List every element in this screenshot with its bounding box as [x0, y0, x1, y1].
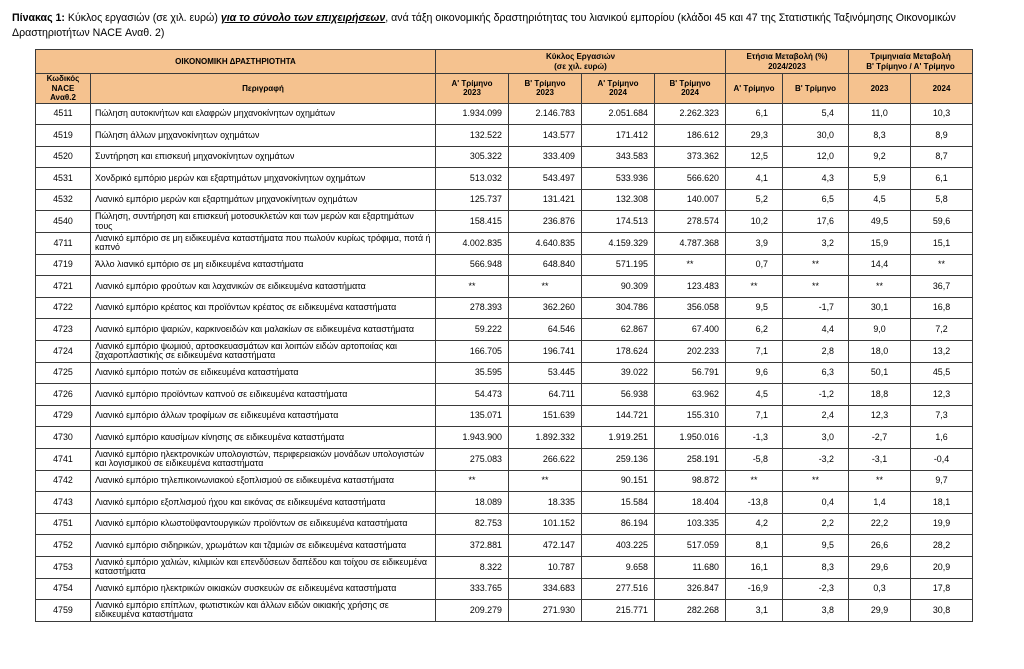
- q2-2024-cell: 98.872: [655, 470, 726, 492]
- quarterly-change-2024-cell: 8,7: [911, 146, 973, 168]
- table-row: [36, 470, 973, 492]
- annual-change-q1-cell: -5,8: [726, 449, 783, 471]
- quarterly-change-2024-cell: 7,2: [911, 319, 973, 341]
- turnover-header: Κύκλος Εργασιών (σε χιλ. ευρώ): [436, 50, 726, 74]
- table-row: [36, 535, 973, 557]
- activity-header: ΟΙΚΟΝΟΜΙΚΗ ΔΡΑΣΤΗΡΙΟΤΗΤΑ: [36, 50, 436, 74]
- table-row: [36, 362, 973, 384]
- annual-change-q1-cell: 7,1: [726, 405, 783, 427]
- quarterly-change-2024-cell: 28,2: [911, 535, 973, 557]
- q2-2024-cell: 278.574: [655, 211, 726, 233]
- annual-change-q2-cell: 30,0: [783, 125, 849, 147]
- quarterly-change-2024-cell: 8,9: [911, 125, 973, 147]
- q1-2023-cell: **: [436, 276, 509, 298]
- table-row: [36, 427, 973, 449]
- nace-code-cell: 4719: [36, 254, 91, 276]
- annual-change-q1-cell: 9,6: [726, 362, 783, 384]
- q2-2024-cell: 373.362: [655, 146, 726, 168]
- quarterly-change-2023-cell: 1,4: [849, 492, 911, 514]
- nace-code-cell: 4520: [36, 146, 91, 168]
- q2-2023-cell: **: [509, 276, 582, 298]
- turnover-table: [35, 49, 973, 622]
- table-row: [36, 211, 973, 233]
- table-caption: [12, 11, 1012, 41]
- description-cell: Λιανικό εμπόριο προϊόντων καπνού σε ειδικευμένα καταστήματα: [91, 384, 436, 406]
- quarterly-change-2023-cell: 12,3: [849, 405, 911, 427]
- annual-change-q1-cell: 8,1: [726, 535, 783, 557]
- description-cell: Λιανικό εμπόριο ψωμιού, αρτοσκευασμάτων και λοιπών ειδών αρτοποιίας και ζαχαροπλαστικής σε ειδικευμένα καταστήματα: [91, 341, 436, 363]
- quarterly-change-2024-cell: 5,8: [911, 189, 973, 211]
- description-cell: Χονδρικό εμπόριο μερών και εξαρτημάτων μηχανοκίνητων οχημάτων: [91, 168, 436, 190]
- annual-q1-column-header: Α' Τρίμηνο: [726, 74, 783, 104]
- nace-code-cell: 4726: [36, 384, 91, 406]
- quarterly-change-2023-cell: -3,1: [849, 449, 911, 471]
- annual-change-q2-cell: 8,3: [783, 556, 849, 578]
- q1-2023-cell: 54.473: [436, 384, 509, 406]
- annual-change-q1-cell: 10,2: [726, 211, 783, 233]
- q1-2024-column-header: Α' Τρίμηνο 2024: [582, 74, 655, 104]
- q1-2024-cell: 304.786: [582, 297, 655, 319]
- q1-2024-cell: 86.194: [582, 513, 655, 535]
- annual-change-q1-cell: 9,5: [726, 297, 783, 319]
- annual-change-q2-cell: 4,3: [783, 168, 849, 190]
- q1-2024-cell: 15.584: [582, 492, 655, 514]
- annual-change-header: Ετήσια Μεταβολή (%) 2024/2023: [726, 50, 849, 74]
- annual-change-q2-cell: 3,2: [783, 233, 849, 255]
- table-row: [36, 146, 973, 168]
- q1-2024-cell: 1.919.251: [582, 427, 655, 449]
- quarterly-change-2023-cell: 22,2: [849, 513, 911, 535]
- q2-2024-cell: 67.400: [655, 319, 726, 341]
- annual-change-q1-cell: 4,5: [726, 384, 783, 406]
- q1-2024-cell: 62.867: [582, 319, 655, 341]
- quarterly-change-2024-cell: 18,1: [911, 492, 973, 514]
- q1-2023-cell: 135.071: [436, 405, 509, 427]
- description-cell: Λιανικό εμπόριο μερών και εξαρτημάτων μηχανοκίνητων οχημάτων: [91, 189, 436, 211]
- nace-code-cell: 4511: [36, 103, 91, 125]
- q1-2024-cell: 259.136: [582, 449, 655, 471]
- quarterly-change-2023-cell: 0,3: [849, 578, 911, 600]
- annual-change-q2-cell: 2,4: [783, 405, 849, 427]
- q1-2023-cell: 8.322: [436, 556, 509, 578]
- annual-change-q2-cell: 12,0: [783, 146, 849, 168]
- nace-code-cell: 4759: [36, 600, 91, 622]
- q2-2023-cell: 2.146.783: [509, 103, 582, 125]
- quarterly-change-2023-cell: 29,6: [849, 556, 911, 578]
- description-cell: Λιανικό εμπόριο χαλιών, κιλιμιών και επενδύσεων δαπέδου και τοίχου σε ειδικευμένα καταστήματα: [91, 556, 436, 578]
- q2-2024-cell: 11.680: [655, 556, 726, 578]
- table-row: [36, 189, 973, 211]
- quarterly-change-2024-cell: 9,7: [911, 470, 973, 492]
- table-row: [36, 319, 973, 341]
- nace-code-cell: 4752: [36, 535, 91, 557]
- table-row: [36, 384, 973, 406]
- description-cell: Λιανικό εμπόριο κλωστοϋφαντουργικών προϊόντων σε ειδικευμένα καταστήματα: [91, 513, 436, 535]
- q2-2023-cell: 236.876: [509, 211, 582, 233]
- nace-code-cell: 4743: [36, 492, 91, 514]
- q2-2023-cell: 362.260: [509, 297, 582, 319]
- q1-2023-cell: 275.083: [436, 449, 509, 471]
- q1-2024-cell: 132.308: [582, 189, 655, 211]
- q1-2024-cell: 56.938: [582, 384, 655, 406]
- q1-2023-cell: 1.934.099: [436, 103, 509, 125]
- q2-2024-cell: 56.791: [655, 362, 726, 384]
- q2-2023-cell: 64.711: [509, 384, 582, 406]
- q1-2023-cell: 305.322: [436, 146, 509, 168]
- q1-2024-cell: 343.583: [582, 146, 655, 168]
- nace-code-cell: 4531: [36, 168, 91, 190]
- table-row: [36, 276, 973, 298]
- nace-code-cell: 4724: [36, 341, 91, 363]
- quarterly-change-2023-cell: 11,0: [849, 103, 911, 125]
- q1-2024-cell: 533.936: [582, 168, 655, 190]
- q1-2023-cell: 278.393: [436, 297, 509, 319]
- q1-2023-cell: 566.948: [436, 254, 509, 276]
- table-row: [36, 405, 973, 427]
- annual-q2-column-header: Β' Τρίμηνο: [783, 74, 849, 104]
- q2-2023-column-header: Β' Τρίμηνο 2023: [509, 74, 582, 104]
- description-cell: Λιανικό εμπόριο εξοπλισμού ήχου και εικόνας σε ειδικευμένα καταστήματα: [91, 492, 436, 514]
- quarterly-change-2024-cell: 13,2: [911, 341, 973, 363]
- table-row: [36, 254, 973, 276]
- table-row: [36, 341, 973, 363]
- description-cell: Συντήρηση και επισκευή μηχανοκίνητων οχημάτων: [91, 146, 436, 168]
- quarterly-change-2023-cell: 9,0: [849, 319, 911, 341]
- nace-code-cell: 4753: [36, 556, 91, 578]
- quarterly-change-2023-cell: 15,9: [849, 233, 911, 255]
- annual-change-q1-cell: 12,5: [726, 146, 783, 168]
- annual-change-q2-cell: 17,6: [783, 211, 849, 233]
- caption-label: Πίνακας 1:: [12, 12, 65, 24]
- description-cell: Λιανικό εμπόριο ηλεκτρικών οικιακών συσκευών σε ειδικευμένα καταστήματα: [91, 578, 436, 600]
- description-cell: Λιανικό εμπόριο ηλεκτρονικών υπολογιστών, περιφερειακών μονάδων υπολογιστών και λογισμικού σε ειδικευμένα καταστήματα: [91, 449, 436, 471]
- nace-code-cell: 4722: [36, 297, 91, 319]
- annual-change-q2-cell: -1,2: [783, 384, 849, 406]
- annual-change-q1-cell: -13,8: [726, 492, 783, 514]
- nace-code-cell: 4729: [36, 405, 91, 427]
- q1-2023-cell: 59.222: [436, 319, 509, 341]
- q2-2024-cell: 517.059: [655, 535, 726, 557]
- description-cell: Λιανικό εμπόριο επίπλων, φωτιστικών και άλλων ειδών οικιακής χρήσης σε ειδικευμένα καταστήματα: [91, 600, 436, 622]
- q2-2024-cell: 326.847: [655, 578, 726, 600]
- annual-change-q1-cell: **: [726, 276, 783, 298]
- q2-2024-cell: 282.268: [655, 600, 726, 622]
- q2-2023-cell: 131.421: [509, 189, 582, 211]
- description-column-header: Περιγραφή: [91, 74, 436, 104]
- nace-code-cell: 4751: [36, 513, 91, 535]
- quarterly-change-2023-cell: 8,3: [849, 125, 911, 147]
- annual-change-q1-cell: -16,9: [726, 578, 783, 600]
- table-row: [36, 297, 973, 319]
- table-row: [36, 600, 973, 622]
- q2-2024-cell: 356.058: [655, 297, 726, 319]
- quarterly-change-2023-cell: 14,4: [849, 254, 911, 276]
- annual-change-q1-cell: 29,3: [726, 125, 783, 147]
- q2-2024-cell: 103.335: [655, 513, 726, 535]
- q1-2023-cell: 125.737: [436, 189, 509, 211]
- quarterly-change-2024-cell: 17,8: [911, 578, 973, 600]
- q1-2024-cell: 174.513: [582, 211, 655, 233]
- quarterly-change-2024-cell: 6,1: [911, 168, 973, 190]
- table-row: [36, 168, 973, 190]
- description-cell: Λιανικό εμπόριο σιδηρικών, χρωμάτων και τζαμιών σε ειδικευμένα καταστήματα: [91, 535, 436, 557]
- annual-change-q1-cell: -1,3: [726, 427, 783, 449]
- q1-2023-cell: 82.753: [436, 513, 509, 535]
- q2-2024-cell: 123.483: [655, 276, 726, 298]
- quarterly-change-2023-cell: 26,6: [849, 535, 911, 557]
- quarterly-change-header: Τριμηνιαία Μεταβολή Β' Τρίμηνο / Α' Τρίμηνο: [849, 50, 973, 74]
- q1-2023-cell: 158.415: [436, 211, 509, 233]
- quarterly-change-2024-cell: **: [911, 254, 973, 276]
- nace-code-cell: 4519: [36, 125, 91, 147]
- q2-2024-cell: 155.310: [655, 405, 726, 427]
- description-cell: Λιανικό εμπόριο σε μη ειδικευμένα καταστήματα που πωλούν κυρίως τρόφιμα, ποτά ή καπνό: [91, 233, 436, 255]
- table-row: [36, 233, 973, 255]
- nace-code-cell: 4754: [36, 578, 91, 600]
- q2-2023-cell: 472.147: [509, 535, 582, 557]
- quarterly-change-2023-cell: -2,7: [849, 427, 911, 449]
- table-row: [36, 125, 973, 147]
- description-cell: Πώληση, συντήρηση και επισκευή μοτοσυκλετών και των μερών και εξαρτημάτων τους: [91, 211, 436, 233]
- q1-2023-cell: 132.522: [436, 125, 509, 147]
- annual-change-q2-cell: **: [783, 276, 849, 298]
- annual-change-q1-cell: 7,1: [726, 341, 783, 363]
- q2-2023-cell: 196.741: [509, 341, 582, 363]
- quarterly-change-2023-cell: 18,8: [849, 384, 911, 406]
- annual-change-q1-cell: 16,1: [726, 556, 783, 578]
- annual-change-q2-cell: 2,2: [783, 513, 849, 535]
- q1-2024-cell: 39.022: [582, 362, 655, 384]
- quarterly-change-2024-cell: 30,8: [911, 600, 973, 622]
- quarterly-change-2023-cell: **: [849, 470, 911, 492]
- q2-2024-cell: 258.191: [655, 449, 726, 471]
- annual-change-q1-cell: 3,9: [726, 233, 783, 255]
- nace-code-cell: 4711: [36, 233, 91, 255]
- q1-2024-cell: 571.195: [582, 254, 655, 276]
- q2-2024-cell: 63.962: [655, 384, 726, 406]
- q2-2024-cell: 18.404: [655, 492, 726, 514]
- caption-text-start: Κύκλος εργασιών (σε χιλ. ευρώ): [64, 12, 221, 24]
- annual-change-q2-cell: 9,5: [783, 535, 849, 557]
- annual-change-q2-cell: -3,2: [783, 449, 849, 471]
- quarterly-change-2023-cell: 9,2: [849, 146, 911, 168]
- quarterly-change-2024-cell: -0,4: [911, 449, 973, 471]
- q1-2024-cell: 171.412: [582, 125, 655, 147]
- q2-2024-cell: 566.620: [655, 168, 726, 190]
- nace-code-cell: 4741: [36, 449, 91, 471]
- description-cell: Λιανικό εμπόριο τηλεπικοινωνιακού εξοπλισμού σε ειδικευμένα καταστήματα: [91, 470, 436, 492]
- nace-code-cell: 4540: [36, 211, 91, 233]
- annual-change-q1-cell: 0,7: [726, 254, 783, 276]
- table-row: [36, 449, 973, 471]
- table-body: [36, 103, 973, 621]
- q2-2024-cell: 4.787.368: [655, 233, 726, 255]
- q2-2024-column-header: Β' Τρίμηνο 2024: [655, 74, 726, 104]
- annual-change-q2-cell: 5,4: [783, 103, 849, 125]
- quarterly-change-2023-cell: **: [849, 276, 911, 298]
- q2-2023-cell: 53.445: [509, 362, 582, 384]
- q2-2023-cell: 1.892.332: [509, 427, 582, 449]
- annual-change-q1-cell: 4,1: [726, 168, 783, 190]
- annual-change-q2-cell: 2,8: [783, 341, 849, 363]
- quarterly-change-2024-cell: 15,1: [911, 233, 973, 255]
- annual-change-q1-cell: 6,2: [726, 319, 783, 341]
- q1-2023-cell: 1.943.900: [436, 427, 509, 449]
- quarterly-2023-column-header: 2023: [849, 74, 911, 104]
- q2-2023-cell: 64.546: [509, 319, 582, 341]
- code-column-header: Κωδικός NACE Αναθ.2: [36, 74, 91, 104]
- quarterly-change-2023-cell: 30,1: [849, 297, 911, 319]
- description-cell: Λιανικό εμπόριο ψαριών, καρκινοειδών και μαλακίων σε ειδικευμένα καταστήματα: [91, 319, 436, 341]
- annual-change-q2-cell: 4,4: [783, 319, 849, 341]
- quarterly-change-2024-cell: 10,3: [911, 103, 973, 125]
- quarterly-change-2023-cell: 4,5: [849, 189, 911, 211]
- q1-2023-cell: 166.705: [436, 341, 509, 363]
- quarterly-2024-column-header: 2024: [911, 74, 973, 104]
- annual-change-q2-cell: 3,8: [783, 600, 849, 622]
- annual-change-q1-cell: 5,2: [726, 189, 783, 211]
- q1-2024-cell: 4.159.329: [582, 233, 655, 255]
- q1-2023-cell: **: [436, 470, 509, 492]
- q1-2024-cell: 90.309: [582, 276, 655, 298]
- q1-2024-cell: 178.624: [582, 341, 655, 363]
- table-row: [36, 492, 973, 514]
- quarterly-change-2024-cell: 1,6: [911, 427, 973, 449]
- quarterly-change-2024-cell: 12,3: [911, 384, 973, 406]
- q1-2023-cell: 18.089: [436, 492, 509, 514]
- annual-change-q1-cell: 6,1: [726, 103, 783, 125]
- quarterly-change-2024-cell: 16,8: [911, 297, 973, 319]
- description-cell: Λιανικό εμπόριο ποτών σε ειδικευμένα καταστήματα: [91, 362, 436, 384]
- description-cell: Πώληση αυτοκινήτων και ελαφρών μηχανοκίνητων οχημάτων: [91, 103, 436, 125]
- description-cell: Λιανικό εμπόριο καυσίμων κίνησης σε ειδικευμένα καταστήματα: [91, 427, 436, 449]
- table-row: [36, 103, 973, 125]
- quarterly-change-2023-cell: 50,1: [849, 362, 911, 384]
- quarterly-change-2023-cell: 5,9: [849, 168, 911, 190]
- annual-change-q1-cell: **: [726, 470, 783, 492]
- q2-2023-cell: 101.152: [509, 513, 582, 535]
- q1-2023-cell: 4.002.835: [436, 233, 509, 255]
- annual-change-q1-cell: 3,1: [726, 600, 783, 622]
- quarterly-change-2023-cell: 29,9: [849, 600, 911, 622]
- q2-2024-cell: 140.007: [655, 189, 726, 211]
- q2-2024-cell: **: [655, 254, 726, 276]
- caption-text-end: , ανά τάξη οικονομικής δραστηριότητας του λιανικού εμπορίου (κλάδοι 45 και 47 της Στατιστικής Ταξινόμησης Οικονομικών Δραστηριοτήτων NACE Αναθ. 2): [12, 12, 956, 39]
- q1-2023-column-header: Α' Τρίμηνο 2023: [436, 74, 509, 104]
- q2-2024-cell: 2.262.323: [655, 103, 726, 125]
- nace-code-cell: 4742: [36, 470, 91, 492]
- q2-2023-cell: 4.640.835: [509, 233, 582, 255]
- q2-2023-cell: 543.497: [509, 168, 582, 190]
- quarterly-change-2024-cell: 45,5: [911, 362, 973, 384]
- q2-2023-cell: 333.409: [509, 146, 582, 168]
- q1-2024-cell: 2.051.684: [582, 103, 655, 125]
- quarterly-change-2024-cell: 36,7: [911, 276, 973, 298]
- q2-2024-cell: 186.612: [655, 125, 726, 147]
- description-cell: Λιανικό εμπόριο κρέατος και προϊόντων κρέατος σε ειδικευμένα καταστήματα: [91, 297, 436, 319]
- q1-2024-cell: 144.721: [582, 405, 655, 427]
- q1-2024-cell: 403.225: [582, 535, 655, 557]
- q2-2023-cell: 334.683: [509, 578, 582, 600]
- table-row: [36, 556, 973, 578]
- q1-2023-cell: 372.881: [436, 535, 509, 557]
- description-cell: Λιανικό εμπόριο φρούτων και λαχανικών σε ειδικευμένα καταστήματα: [91, 276, 436, 298]
- description-cell: Λιανικό εμπόριο άλλων τροφίμων σε ειδικευμένα καταστήματα: [91, 405, 436, 427]
- nace-code-cell: 4723: [36, 319, 91, 341]
- annual-change-q2-cell: -2,3: [783, 578, 849, 600]
- q1-2023-cell: 35.595: [436, 362, 509, 384]
- q2-2023-cell: 10.787: [509, 556, 582, 578]
- annual-change-q2-cell: 3,0: [783, 427, 849, 449]
- table-row: [36, 513, 973, 535]
- q2-2023-cell: 143.577: [509, 125, 582, 147]
- q2-2023-cell: 266.622: [509, 449, 582, 471]
- description-cell: Άλλο λιανικό εμπόριο σε μη ειδικευμένα καταστήματα: [91, 254, 436, 276]
- quarterly-change-2024-cell: 59,6: [911, 211, 973, 233]
- nace-code-cell: 4721: [36, 276, 91, 298]
- annual-change-q2-cell: 0,4: [783, 492, 849, 514]
- annual-change-q2-cell: 6,3: [783, 362, 849, 384]
- q1-2023-cell: 513.032: [436, 168, 509, 190]
- q2-2024-cell: 202.233: [655, 341, 726, 363]
- annual-change-q2-cell: **: [783, 470, 849, 492]
- annual-change-q2-cell: 6,5: [783, 189, 849, 211]
- quarterly-change-2023-cell: 49,5: [849, 211, 911, 233]
- caption-emphasis: για το σύνολο των επιχειρήσεων: [220, 12, 386, 24]
- q2-2023-cell: **: [509, 470, 582, 492]
- table-row: [36, 578, 973, 600]
- quarterly-change-2024-cell: 7,3: [911, 405, 973, 427]
- nace-code-cell: 4532: [36, 189, 91, 211]
- q1-2024-cell: 215.771: [582, 600, 655, 622]
- annual-change-q1-cell: 4,2: [726, 513, 783, 535]
- q2-2023-cell: 648.840: [509, 254, 582, 276]
- q2-2023-cell: 271.930: [509, 600, 582, 622]
- quarterly-change-2024-cell: 20,9: [911, 556, 973, 578]
- description-cell: Πώληση άλλων μηχανοκίνητων οχημάτων: [91, 125, 436, 147]
- quarterly-change-2023-cell: 18,0: [849, 341, 911, 363]
- annual-change-q2-cell: **: [783, 254, 849, 276]
- q1-2024-cell: 277.516: [582, 578, 655, 600]
- q2-2023-cell: 18.335: [509, 492, 582, 514]
- q1-2024-cell: 9.658: [582, 556, 655, 578]
- q2-2023-cell: 151.639: [509, 405, 582, 427]
- quarterly-change-2024-cell: 19,9: [911, 513, 973, 535]
- q1-2023-cell: 209.279: [436, 600, 509, 622]
- nace-code-cell: 4730: [36, 427, 91, 449]
- nace-code-cell: 4725: [36, 362, 91, 384]
- q1-2024-cell: 90.151: [582, 470, 655, 492]
- q2-2024-cell: 1.950.016: [655, 427, 726, 449]
- annual-change-q2-cell: -1,7: [783, 297, 849, 319]
- q1-2023-cell: 333.765: [436, 578, 509, 600]
